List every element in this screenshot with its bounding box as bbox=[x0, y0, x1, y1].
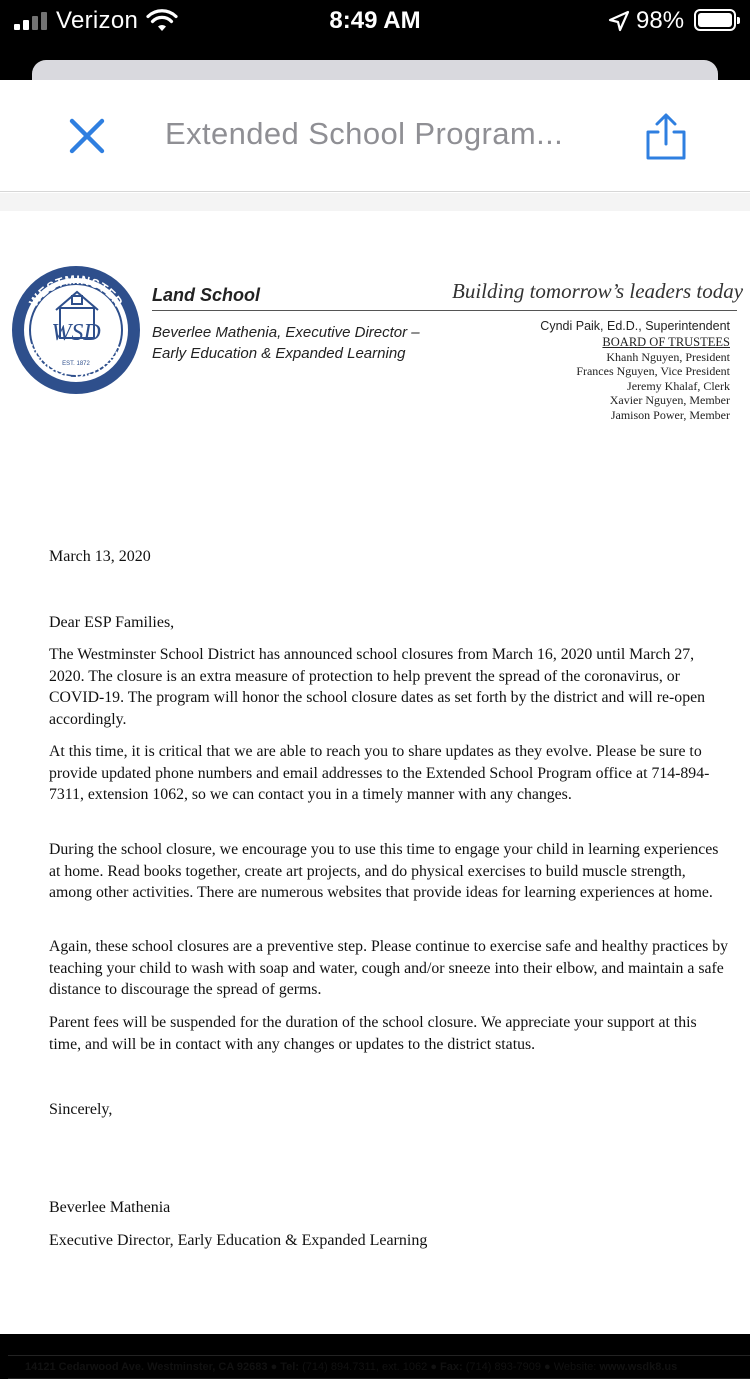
letter-paragraph: Again, these school closures are a preventive step. Please continue to exercise safe and healthy practices by teaching your child to wash with soap and water, cough and/or sneeze into their elbow, and maintain a safe distance to discourage the spread of germs. bbox=[49, 938, 729, 999]
director-line-2: Early Education & Expanded Learning bbox=[152, 345, 406, 362]
school-name: Land School bbox=[152, 285, 260, 305]
footer-fax: (714) 893-7909 bbox=[465, 1361, 541, 1373]
signer-name: Beverlee Mathenia bbox=[49, 1199, 171, 1216]
letter-paragraph: Parent fees will be suspended for the duration of the school closure. We appreciate your support at this time, and will be in contact with any changes or updates to the district status. bbox=[49, 1014, 697, 1053]
footer-tel: (714) 894.7311, ext. 1062 bbox=[302, 1361, 428, 1373]
header-divider bbox=[0, 193, 750, 211]
letterhead-divider bbox=[152, 310, 737, 311]
superintendent: Cyndi Paik, Ed.D., Superintendent bbox=[540, 319, 730, 333]
letter-footer: 14121 Cedarwood Ave. Westminster, CA 92683 ● Tel: (714) 894.7311, ext. 1062 ● Fax: (714) 893-7909 ● Website: www.wsdk8.us bbox=[25, 1361, 678, 1373]
location-arrow-icon bbox=[608, 10, 630, 32]
director-block bbox=[152, 322, 420, 364]
status-time: 8:49 AM bbox=[329, 7, 421, 34]
battery-icon bbox=[694, 9, 736, 31]
status-bar bbox=[0, 0, 750, 44]
viewer-header bbox=[0, 80, 750, 192]
trustee-item: Khanh Nguyen, President bbox=[606, 349, 730, 364]
footer-divider bbox=[8, 1355, 750, 1356]
footer-address: 14121 Cedarwood Ave. Westminster, CA 92683 bbox=[25, 1361, 268, 1373]
letter-paragraph: During the school closure, we encourage you to use this time to engage your child in learning experiences at home. Read books together, create art projects, and do physical exercises to build muscle strength, among other activities. There are numerous websites that provide ideas for learning experiences at home. bbox=[49, 841, 719, 902]
letter-paragraph: The Westminster School District has announced school closures from March 16, 2020 until March 27, 2020. The closure is an extra measure of protection to help prevent the spread of the coronavirus, or COVID-19. The program will honor the school closure dates as set forth by the district and will re-open accordingly. bbox=[49, 646, 706, 728]
district-seal-logo bbox=[12, 266, 140, 394]
letter-paragraph: At this time, it is critical that we are able to reach you to share updates as they evolve. Please be sure to provide updated phone numbers and email addresses to the Extended School Program office at 714-894-7311, extension 1062, so we can contact you in a timely manner with any changes. bbox=[49, 743, 710, 804]
signer-title: Executive Director, Early Education & Expanded Learning bbox=[49, 1232, 428, 1249]
trustee-item: Frances Nguyen, Vice President bbox=[576, 364, 730, 379]
svg-text:SCHOOL DISTRICT: SCHOOL DISTRICT bbox=[27, 339, 125, 382]
letter-closing: Sincerely, bbox=[49, 1101, 113, 1118]
close-icon bbox=[72, 121, 102, 151]
trustee-item: Jeremy Khalaf, Clerk bbox=[627, 378, 730, 393]
board-of-trustees bbox=[540, 318, 730, 423]
battery-percent: 98% bbox=[636, 7, 685, 34]
close-button[interactable] bbox=[66, 118, 110, 154]
carrier-name: Verizon bbox=[56, 7, 139, 34]
trustee-item: Xavier Nguyen, Member bbox=[609, 393, 730, 408]
footer-fax-label: Fax: bbox=[440, 1361, 463, 1373]
board-heading: BOARD OF TRUSTEES bbox=[602, 335, 730, 349]
footer-website-label: Website: bbox=[553, 1361, 597, 1373]
svg-text:EST. 1872: EST. 1872 bbox=[62, 361, 90, 367]
share-icon bbox=[648, 115, 684, 158]
letter-date: March 13, 2020 bbox=[49, 548, 151, 565]
trustee-item: Jamison Power, Member bbox=[610, 407, 730, 422]
svg-text:WESTMINSTER: WESTMINSTER bbox=[26, 272, 126, 310]
letter-greeting: Dear ESP Families, bbox=[49, 614, 175, 631]
svg-text:WSD: WSD bbox=[51, 320, 101, 346]
share-button[interactable] bbox=[644, 112, 688, 162]
footer-tel-label: Tel: bbox=[280, 1361, 300, 1373]
director-line-1: Beverlee Mathenia, Executive Director – bbox=[152, 324, 420, 341]
footer-website: www.wsdk8.us bbox=[599, 1361, 678, 1373]
letter-document bbox=[0, 211, 750, 1373]
document-title: Extended School Program... bbox=[165, 116, 564, 151]
district-motto: Building tomorrow’s leaders today bbox=[452, 279, 744, 303]
document-viewer-sheet bbox=[0, 80, 750, 1373]
